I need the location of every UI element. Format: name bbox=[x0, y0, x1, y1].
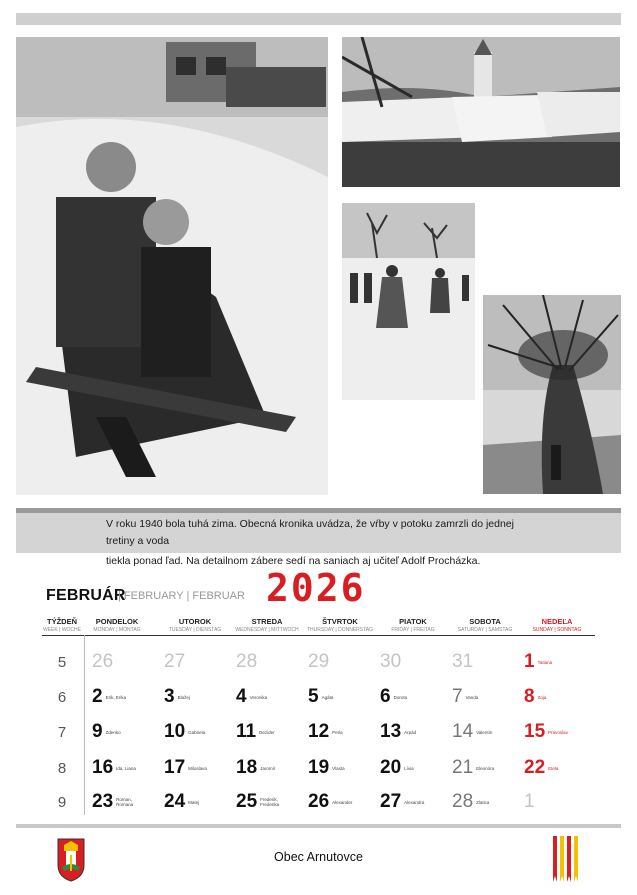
day-header-translation: SUNDAY | SONNTAG bbox=[532, 627, 582, 633]
day-number: 24 bbox=[164, 791, 186, 812]
week-number: 5 bbox=[57, 654, 67, 671]
day-number: 29 bbox=[308, 651, 330, 672]
calendar-day[interactable] bbox=[164, 757, 207, 779]
day-number: 28 bbox=[452, 791, 474, 812]
day-header-label: PIATOK bbox=[399, 617, 427, 626]
day-number: 7 bbox=[452, 686, 463, 707]
calendar-day[interactable] bbox=[308, 686, 333, 708]
calendar-day[interactable] bbox=[236, 686, 267, 708]
name-day: Vanda bbox=[465, 694, 479, 700]
name-day: Zdenko bbox=[105, 729, 121, 735]
day-header-label: TÝŽDEŇ bbox=[47, 617, 77, 626]
name-day: Dorota bbox=[393, 694, 408, 700]
week-column-rule bbox=[84, 635, 85, 815]
week-number: 7 bbox=[57, 724, 67, 741]
day-number: 16 bbox=[92, 757, 114, 778]
calendar-day[interactable] bbox=[308, 757, 345, 779]
week-number: 9 bbox=[57, 794, 67, 811]
name-day: Alexandra bbox=[404, 799, 425, 805]
day-number: 15 bbox=[524, 721, 546, 742]
calendar-day[interactable] bbox=[164, 686, 190, 708]
calendar-day[interactable] bbox=[524, 757, 558, 779]
day-number: 14 bbox=[452, 721, 474, 742]
day-header-6 bbox=[450, 617, 520, 633]
name-day: Etela bbox=[548, 765, 559, 771]
name-day: Frederik, Frederika bbox=[260, 797, 280, 807]
day-header-4 bbox=[305, 617, 375, 633]
name-day: Gabriela bbox=[188, 729, 206, 735]
calendar-day[interactable] bbox=[524, 791, 538, 813]
day-header-label: SOBOTA bbox=[469, 617, 501, 626]
calendar-day[interactable] bbox=[164, 721, 205, 743]
calendar-day[interactable] bbox=[308, 721, 343, 743]
calendar-day[interactable] bbox=[452, 791, 489, 813]
name-day: Matej bbox=[188, 799, 200, 805]
calendar-day[interactable] bbox=[380, 757, 414, 779]
day-header-label: ŠTVRTOK bbox=[322, 617, 358, 626]
name-day: Zlatica bbox=[476, 799, 490, 805]
calendar-day[interactable] bbox=[380, 721, 416, 743]
name-day: Arpád bbox=[404, 729, 417, 735]
calendar-day[interactable] bbox=[92, 651, 116, 673]
calendar-day[interactable] bbox=[236, 651, 260, 673]
calendar-day[interactable] bbox=[236, 757, 275, 779]
day-header-1 bbox=[82, 617, 152, 633]
name-day: Eleonóra bbox=[476, 765, 495, 771]
day-header-translation: THURSDAY | DONNERSTAG bbox=[306, 627, 374, 633]
name-day: Lívia bbox=[404, 765, 414, 771]
photo-sled bbox=[16, 37, 328, 495]
name-day: Blažej bbox=[177, 694, 190, 700]
name-day: Miloslava bbox=[188, 765, 207, 771]
day-number: 8 bbox=[524, 686, 535, 707]
day-number: 27 bbox=[380, 791, 402, 812]
top-bar bbox=[16, 13, 621, 25]
month-title: FEBRUÁR bbox=[46, 587, 126, 604]
day-header-label: STREDA bbox=[251, 617, 283, 626]
day-header-translation: TUESDAY | DIENSTAG bbox=[168, 627, 222, 633]
footer-title: Obec Arnutovce bbox=[274, 850, 363, 864]
calendar-day[interactable] bbox=[92, 757, 136, 779]
calendar-day[interactable] bbox=[308, 791, 352, 813]
day-header-7 bbox=[522, 617, 592, 633]
name-day: Jaromír bbox=[260, 765, 276, 771]
week-number: 8 bbox=[57, 760, 67, 777]
calendar-day[interactable] bbox=[452, 686, 478, 708]
day-header-label: UTOROK bbox=[178, 617, 212, 626]
calendar-day[interactable] bbox=[380, 651, 404, 673]
name-day: Perla bbox=[332, 729, 343, 735]
day-number: 22 bbox=[524, 757, 546, 778]
day-number: 6 bbox=[380, 686, 391, 707]
calendar-day[interactable] bbox=[524, 721, 568, 743]
calendar-day[interactable] bbox=[308, 651, 332, 673]
name-day: Roman, Romana bbox=[116, 797, 134, 807]
caption-line-2: tiekla ponad ľad. Na detailnom zábere sedí na saniach aj učiteľ Adolf Procházka. bbox=[106, 555, 481, 567]
year-title: 2026 bbox=[266, 566, 366, 610]
calendar-day[interactable] bbox=[164, 791, 199, 813]
calendar-day[interactable] bbox=[524, 686, 546, 708]
calendar-day[interactable] bbox=[92, 721, 121, 743]
name-day: Pravoslav bbox=[548, 729, 568, 735]
day-number: 31 bbox=[452, 651, 474, 672]
month-translations: | FEBRUARY | FEBRUAR bbox=[118, 590, 245, 602]
calendar-day[interactable] bbox=[452, 651, 476, 673]
day-header-translation: WEDNESDAY | MITTWOCH bbox=[235, 627, 299, 633]
day-number: 30 bbox=[380, 651, 402, 672]
day-number: 11 bbox=[236, 721, 257, 742]
calendar-day[interactable] bbox=[236, 721, 275, 743]
day-number: 19 bbox=[308, 757, 330, 778]
calendar-day[interactable] bbox=[92, 686, 126, 708]
day-header-label: PONDELOK bbox=[95, 617, 139, 626]
photo-village-church bbox=[342, 37, 620, 187]
day-number: 2 bbox=[92, 686, 103, 707]
day-header-translation: FRIDAY | FREITAG bbox=[391, 627, 435, 633]
day-header-label: NEDEĽA bbox=[541, 617, 573, 626]
name-day: Agáta bbox=[321, 694, 334, 700]
calendar-day[interactable] bbox=[164, 651, 188, 673]
day-number: 23 bbox=[92, 791, 114, 812]
photo-skating bbox=[342, 203, 475, 400]
day-number: 3 bbox=[164, 686, 175, 707]
day-header-translation: MONDAY | MONTAG bbox=[93, 627, 141, 633]
calendar-day[interactable] bbox=[452, 721, 492, 743]
day-number: 26 bbox=[92, 651, 114, 672]
day-header-2 bbox=[160, 617, 230, 633]
calendar-day[interactable] bbox=[452, 757, 494, 779]
day-number: 5 bbox=[308, 686, 319, 707]
day-number: 13 bbox=[380, 721, 402, 742]
day-number: 1 bbox=[524, 791, 535, 812]
photo-caption bbox=[16, 513, 621, 567]
day-header-translation: SATURDAY | SAMSTAG bbox=[457, 627, 513, 633]
day-number: 17 bbox=[164, 757, 186, 778]
name-day: Veronika bbox=[249, 694, 268, 700]
footer-rule bbox=[16, 824, 621, 828]
calendar-day[interactable] bbox=[92, 791, 142, 813]
name-day: Dezider bbox=[259, 729, 275, 735]
day-number: 18 bbox=[236, 757, 258, 778]
calendar-day[interactable] bbox=[380, 686, 407, 708]
day-number: 12 bbox=[308, 721, 330, 742]
village-flag-icon bbox=[551, 836, 581, 882]
name-day: Erik, Erika bbox=[105, 694, 127, 700]
name-day: Alexander bbox=[332, 799, 353, 805]
day-number: 27 bbox=[164, 651, 186, 672]
day-header-5 bbox=[378, 617, 448, 633]
day-number: 9 bbox=[92, 721, 103, 742]
name-day: Ida, Liana bbox=[116, 765, 136, 771]
day-number: 26 bbox=[308, 791, 330, 812]
day-number: 4 bbox=[236, 686, 247, 707]
name-day: Tatiana bbox=[537, 659, 553, 665]
day-number: 1 bbox=[524, 651, 535, 672]
day-number: 20 bbox=[380, 757, 402, 778]
day-header-3 bbox=[232, 617, 302, 633]
photo-willow bbox=[483, 295, 621, 494]
calendar-day[interactable] bbox=[524, 651, 552, 673]
name-day: Valentín bbox=[476, 729, 493, 735]
calendar-day[interactable] bbox=[236, 791, 286, 813]
day-number: 25 bbox=[236, 791, 258, 812]
name-day: Vlasta bbox=[332, 765, 345, 771]
day-number: 21 bbox=[452, 757, 474, 778]
day-number: 28 bbox=[236, 651, 258, 672]
day-header-translation: WEEK | WOCHE bbox=[43, 627, 81, 633]
name-day: Zoja bbox=[537, 694, 547, 700]
header-rule bbox=[42, 635, 595, 636]
caption-line-1: V roku 1940 bola tuhá zima. Obecná kronika uvádza, že vŕby v potoku zamrzli do jednej tretiny a voda bbox=[106, 518, 514, 547]
day-number: 10 bbox=[164, 721, 186, 742]
calendar-day[interactable] bbox=[380, 791, 424, 813]
week-number: 6 bbox=[57, 689, 67, 706]
